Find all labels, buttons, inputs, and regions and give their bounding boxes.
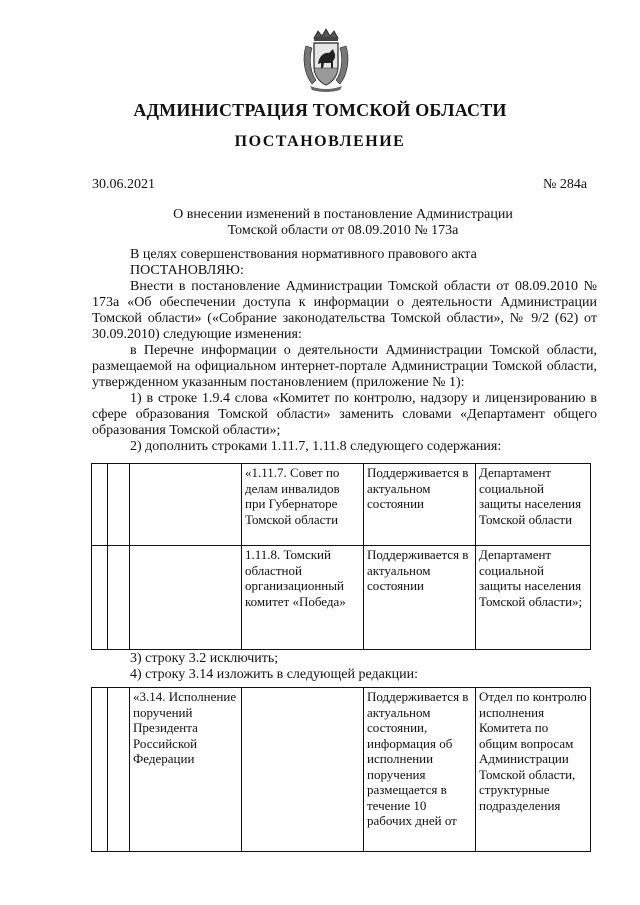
paragraph: в Перечне информации о деятельности Администрации Томской области, размещаемой на официальном интернет-портале Администрации Томской области, утвержденном указанным постановлением (приложение № 1): (92, 343, 597, 390)
table-cell (108, 546, 130, 650)
row-title-cell: 1.11.8. Томский областной организационный комитет «Победа» (242, 546, 364, 650)
row-title-cell: «3.14. Исполнение поручений Президента Российской Федерации (130, 688, 242, 852)
replace-row-table (91, 687, 591, 852)
row-status-cell: Поддерживается в актуальном состоянии, информация об исполнении поручения размещается в течение 10 рабочих дней от (364, 688, 476, 852)
row-status-cell: Поддерживается в актуальном состоянии (364, 464, 476, 546)
paragraph: Внести в постановление Администрации Томской области от 08.09.2010 № 173а «Об обеспечении доступа к информации о деятельности Администрации Томской области» («Собрание законодательства Томской области», № 9/2 (62) от 30.09.2010) следующие изменения: (92, 279, 597, 342)
table-cell (92, 688, 108, 852)
paragraph: 3) строку 3.2 исключить; (130, 651, 279, 666)
table-cell (242, 688, 364, 852)
table-cell (92, 546, 108, 650)
row-responsible-cell: Департамент социальной защиты населения Томской области (476, 464, 591, 546)
document-type: ПОСТАНОВЛЕНИЕ (234, 133, 406, 150)
document-body (92, 247, 597, 455)
subject-line: О внесении изменений в постановление Администрации (173, 207, 513, 222)
table-row (92, 464, 591, 546)
row-title-cell: «1.11.7. Совет по делам инвалидов при Губернаторе Томской области (242, 464, 364, 546)
insert-rows-table (91, 463, 591, 650)
table-cell (92, 464, 108, 546)
resolve-word: ПОСТАНОВЛЯЮ: (130, 263, 244, 278)
document-number: № 284а (543, 177, 588, 192)
subject-line: Томской области от 08.09.2010 № 173а (227, 223, 459, 238)
document-date: 30.06.2021 (92, 177, 155, 192)
document-body-continued (92, 651, 597, 683)
table-cell (130, 546, 242, 650)
row-status-cell: Поддерживается в актуальном состоянии (364, 546, 476, 650)
table-row (92, 688, 591, 852)
organization-title: АДМИНИСТРАЦИЯ ТОМСКОЙ ОБЛАСТИ (133, 100, 507, 120)
table-cell (130, 464, 242, 546)
row-responsible-cell: Департамент социальной защиты населения Томской области»; (476, 546, 591, 650)
coat-of-arms-icon (300, 28, 352, 92)
table-cell (108, 688, 130, 852)
paragraph: 2) дополнить строками 1.11.7, 1.11.8 следующего содержания: (130, 439, 502, 454)
intro-text: В целях совершенствования нормативного правового акта (130, 247, 477, 262)
table-row (92, 546, 591, 650)
paragraph: 1) в строке 1.9.4 слова «Комитет по контролю, надзору и лицензированию в сфере образования Томской области» заменить словами «Департамент общего образования Томской области»; (92, 391, 597, 438)
document-subject (120, 207, 566, 239)
table-cell (108, 464, 130, 546)
row-responsible-cell: Отдел по контролю исполнения Комитета по общим вопросам Администрации Томской области, структурные подразделения (476, 688, 591, 852)
paragraph: 4) строку 3.14 изложить в следующей редакции: (130, 667, 419, 682)
